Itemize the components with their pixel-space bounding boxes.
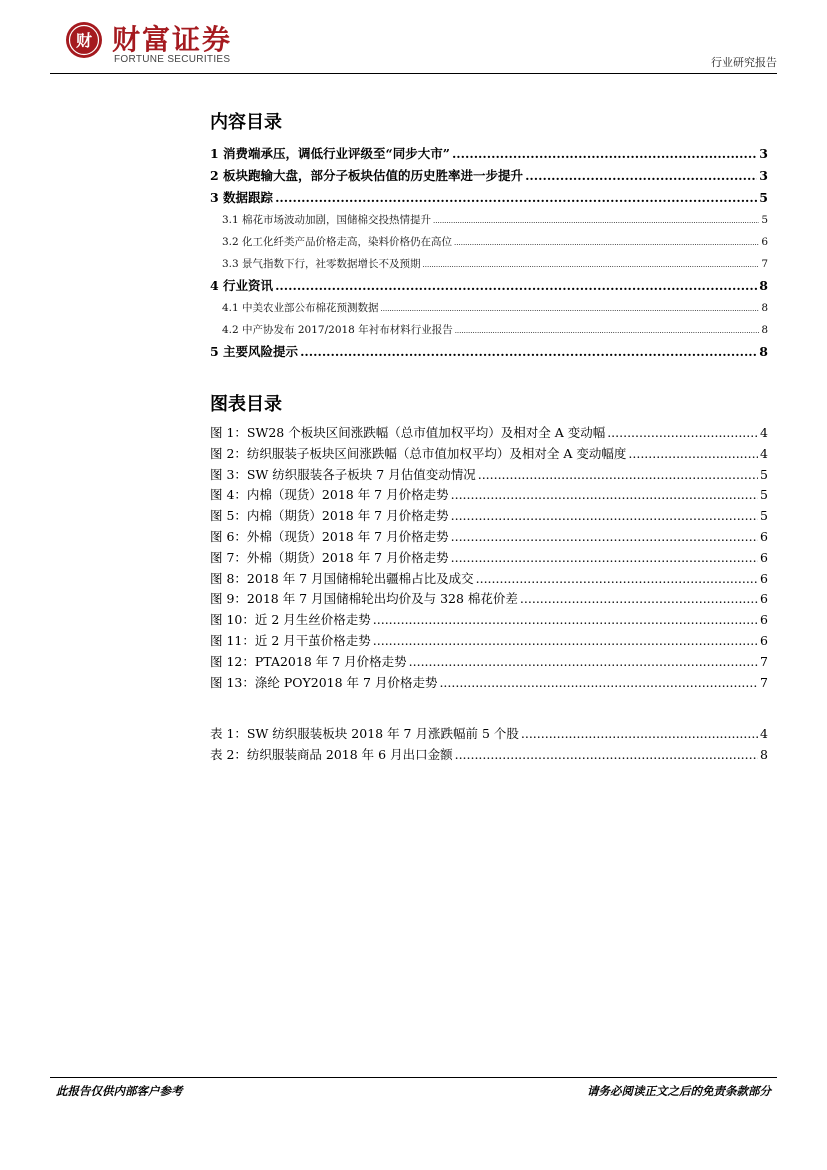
dot-leader <box>409 652 758 673</box>
toc-entry-label: 图 1：SW28 个板块区间涨跌幅（总市值加权平均）及相对全 A 变动幅 <box>210 425 606 440</box>
toc-entry-label: 图 11：近 2 月干茧价格走势 <box>210 632 371 648</box>
toc-entry-page: 6 <box>760 570 768 586</box>
toc-entry[interactable] <box>210 652 768 673</box>
toc-entry-page: 3 <box>759 168 768 183</box>
toc-entry-page: 8 <box>760 746 768 762</box>
toc-entry[interactable] <box>210 209 768 231</box>
toc-entry-page: 5 <box>759 190 768 205</box>
toc-entry-label: 1 消费端承压，调低行业评级至“同步大市” <box>210 146 450 161</box>
toc-entry[interactable] <box>210 745 768 766</box>
toc-entry[interactable] <box>210 275 768 297</box>
toc-entry-page: 6 <box>761 236 768 248</box>
toc-entry-label: 图 6：外棉（现货）2018 年 7 月价格走势 <box>210 528 449 544</box>
contents-list <box>210 143 768 363</box>
toc-entry-page: 4 <box>760 425 768 440</box>
dot-leader <box>451 548 758 569</box>
footer-divider <box>50 1077 777 1078</box>
dot-leader <box>451 485 758 506</box>
toc-entry[interactable] <box>210 297 768 319</box>
toc-entry[interactable] <box>210 631 768 652</box>
toc-entry[interactable] <box>210 569 768 590</box>
toc-entry-label: 5 主要风险提示 <box>210 344 299 359</box>
toc-entry-label: 3.1 棉花市场波动加剧，国储棉交投热情提升 <box>222 214 432 226</box>
toc-entry-page: 6 <box>760 528 768 544</box>
dot-leader <box>439 673 758 694</box>
dot-leader <box>275 275 757 297</box>
toc-entry-label: 2 板块跑输大盘，部分子板块估值的历史胜率进一步提升 <box>210 168 524 183</box>
dot-leader <box>455 319 760 342</box>
toc-entry-page: 8 <box>759 278 768 293</box>
toc-entry[interactable] <box>210 506 768 527</box>
toc-entry-page: 8 <box>759 344 768 359</box>
dot-leader <box>373 610 758 631</box>
toc-entry-page: 8 <box>761 324 768 336</box>
dot-leader <box>525 165 757 187</box>
toc-entry[interactable] <box>210 444 768 465</box>
dot-leader <box>607 423 758 444</box>
toc-entry-label: 4.2 中产协发布 2017/2018 年衬布材料行业报告 <box>222 324 453 336</box>
toc-entry-page: 6 <box>760 612 768 628</box>
toc-entry-label: 图 9：2018 年 7 月国储棉轮出均价及与 328 棉花价差 <box>210 591 518 607</box>
toc-entry-label: 图 10：近 2 月生丝价格走势 <box>210 612 371 628</box>
toc-entry[interactable] <box>210 465 768 486</box>
toc-entry-label: 表 1：SW 纺织服装板块 2018 年 7 月涨跌幅前 5 个股 <box>210 726 519 741</box>
dot-leader <box>520 589 758 610</box>
logo-glyph: 财 <box>75 31 93 50</box>
toc-entry[interactable] <box>210 187 768 209</box>
toc-entry-label: 图 12：PTA2018 年 7 月价格走势 <box>210 653 407 669</box>
toc-entry-page: 3 <box>759 146 768 161</box>
toc-entry[interactable] <box>210 548 768 569</box>
toc-entry-page: 4 <box>760 445 768 461</box>
toc-entry-label: 3.3 景气指数下行，社零数据增长不及预期 <box>222 258 421 270</box>
toc-entry-label: 图 13：涤纶 POY2018 年 7 月价格走势 <box>210 674 438 690</box>
toc-entry[interactable] <box>210 341 768 363</box>
toc-entry[interactable] <box>210 673 768 694</box>
footer-disclaimer-left: 此报告仅供内部客户参考 <box>56 1084 183 1098</box>
toc-entry-page: 5 <box>760 487 768 503</box>
toc-entry[interactable] <box>210 527 768 548</box>
toc-entry[interactable] <box>210 610 768 631</box>
toc-entry[interactable] <box>210 165 768 187</box>
tables-list <box>210 724 768 766</box>
toc-entry-label: 4 行业资讯 <box>210 278 274 293</box>
toc-entry[interactable] <box>210 423 768 444</box>
footer-disclaimer-right: 请务必阅读正文之后的免责条款部分 <box>587 1084 771 1098</box>
toc-entry-page: 7 <box>760 653 768 669</box>
toc-entry-label: 3.2 化工化纤类产品价格走高，染料价格仍在高位 <box>222 236 453 248</box>
toc-entry-page: 8 <box>761 302 768 314</box>
dot-leader <box>433 209 759 232</box>
dot-leader <box>478 465 758 486</box>
dot-leader <box>275 187 757 209</box>
toc-entry-page: 4 <box>760 726 768 741</box>
dot-leader <box>452 143 757 165</box>
dot-leader <box>373 631 758 652</box>
dot-leader <box>476 569 758 590</box>
brand-name-en: FORTUNE SECURITIES <box>114 54 231 65</box>
header-divider <box>50 73 777 74</box>
toc-entry[interactable] <box>210 724 768 745</box>
dot-leader <box>451 527 758 548</box>
dot-leader <box>451 506 758 527</box>
toc-entry-label: 3 数据跟踪 <box>210 190 274 205</box>
toc-entry[interactable] <box>210 485 768 506</box>
toc-entry-page: 5 <box>760 508 768 524</box>
dot-leader <box>300 341 757 363</box>
toc-entry[interactable] <box>210 143 768 165</box>
dot-leader <box>521 724 758 745</box>
dot-leader <box>454 231 759 254</box>
toc-entry[interactable] <box>210 589 768 610</box>
toc-entry-page: 7 <box>760 674 768 690</box>
contents-title: 内容目录 <box>210 112 282 133</box>
toc-entry-page: 6 <box>760 632 768 648</box>
toc-entry-page: 6 <box>760 591 768 607</box>
figures-list <box>210 423 768 693</box>
toc-entry-page: 5 <box>761 214 768 226</box>
toc-entry[interactable] <box>210 319 768 341</box>
toc-entry-label: 图 3：SW 纺织服装各子板块 7 月估值变动情况 <box>210 466 476 482</box>
report-type: 行业研究报告 <box>711 56 777 69</box>
toc-entry[interactable] <box>210 253 768 275</box>
toc-entry-label: 图 2：纺织服装子板块区间涨跌幅（总市值加权平均）及相对全 A 变动幅度 <box>210 445 627 461</box>
dot-leader <box>455 745 758 766</box>
toc-entry-page: 5 <box>760 466 768 482</box>
toc-entry-label: 图 7：外棉（期货）2018 年 7 月价格走势 <box>210 549 449 565</box>
toc-entry-label: 图 5：内棉（期货）2018 年 7 月价格走势 <box>210 508 449 524</box>
toc-entry-label: 4.1 中美农业部公布棉花预测数据 <box>222 302 379 314</box>
fortune-logo-icon <box>64 20 104 60</box>
toc-entry-page: 6 <box>760 549 768 565</box>
toc-entry-label: 图 8：2018 年 7 月国储棉轮出疆棉占比及成交 <box>210 570 474 586</box>
toc-entry[interactable] <box>210 231 768 253</box>
toc-entry-label: 表 2：纺织服装商品 2018 年 6 月出口金额 <box>210 746 453 762</box>
toc-entry-label: 图 4：内棉（现货）2018 年 7 月价格走势 <box>210 487 449 503</box>
dot-leader <box>423 253 760 276</box>
dot-leader <box>628 444 758 465</box>
dot-leader <box>381 297 760 320</box>
brand-name-cn: 财富证券 <box>112 23 233 56</box>
toc-entry-page: 7 <box>761 258 768 270</box>
page-header <box>50 12 777 74</box>
figures-title: 图表目录 <box>210 394 282 415</box>
